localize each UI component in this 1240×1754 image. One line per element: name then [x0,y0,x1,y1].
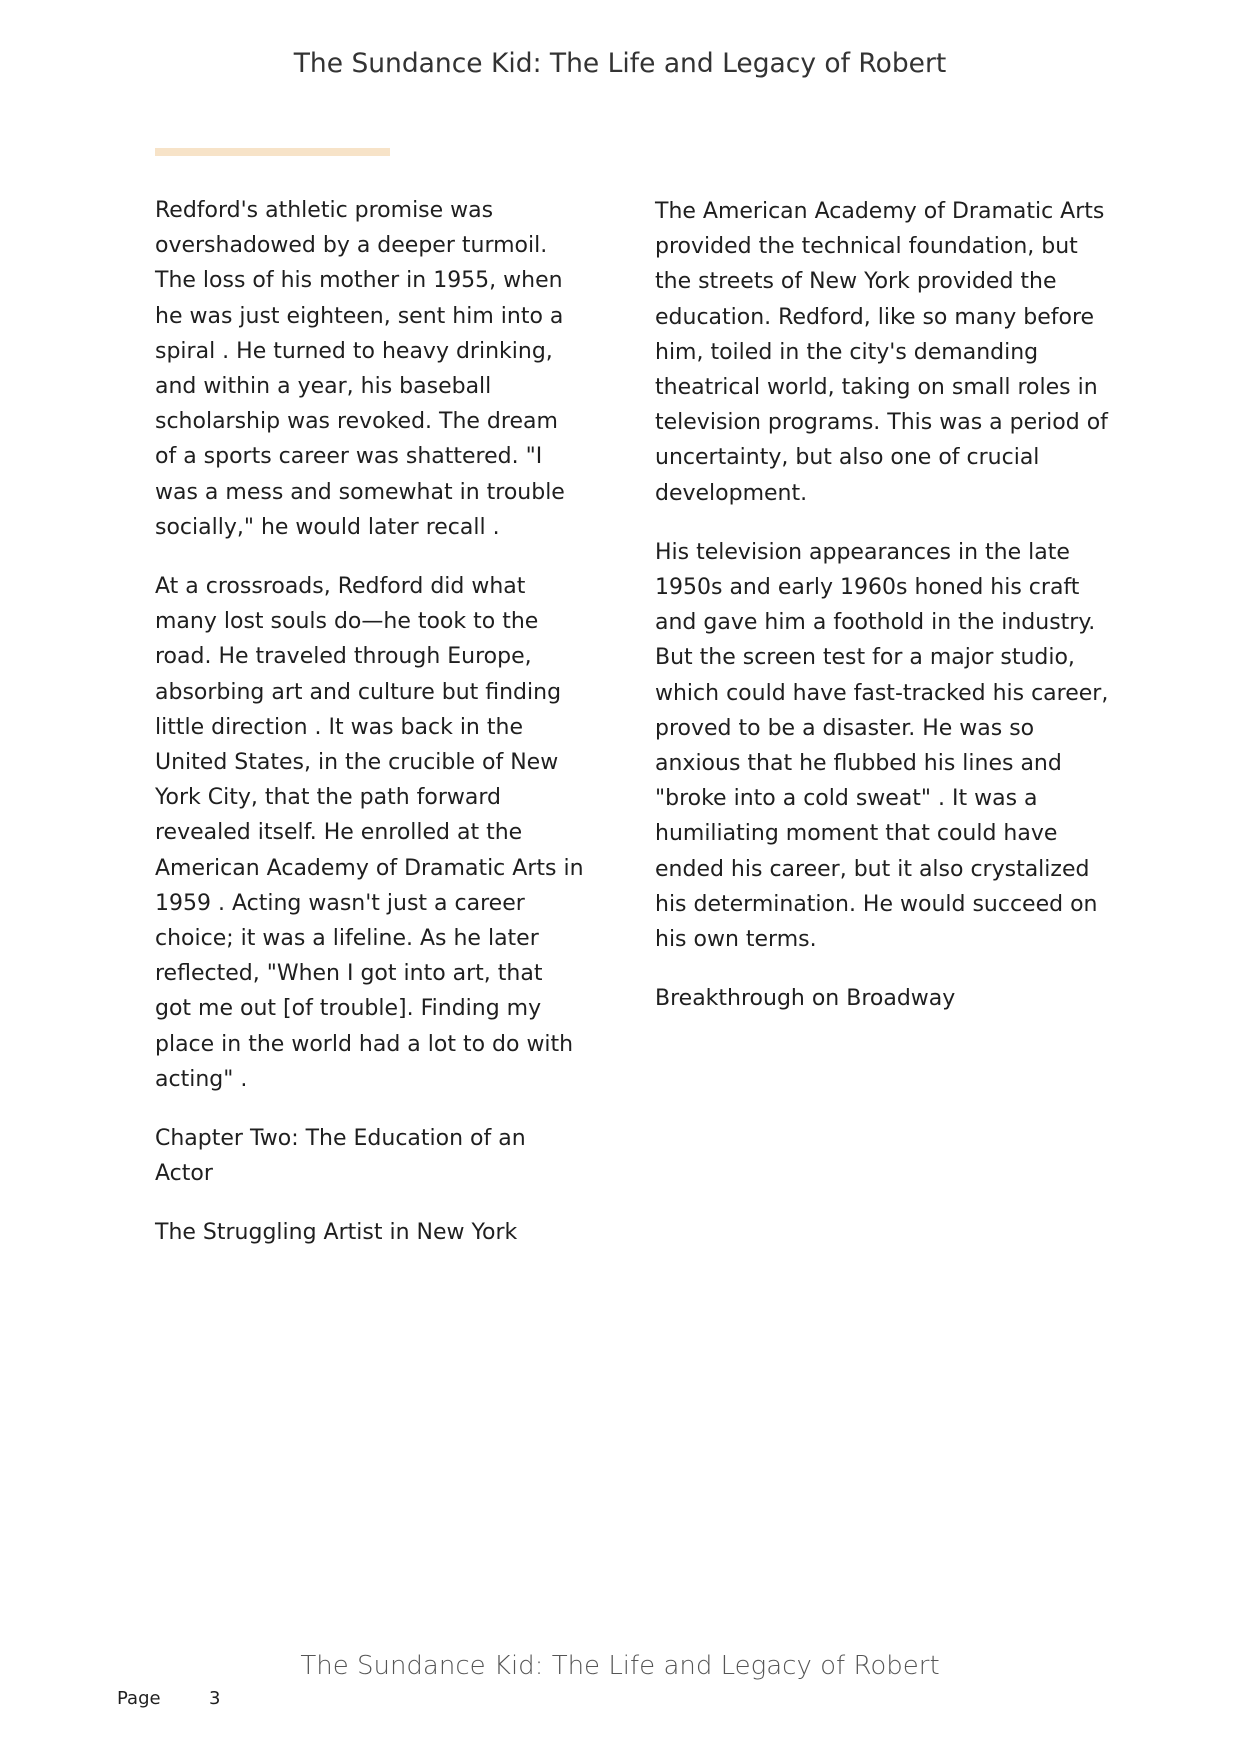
page-footer-title: The Sundance Kid: The Life and Legacy of Robert [300,1651,940,1681]
chapter-heading: Chapter Two: The Education of an Actor [155,1126,526,1187]
left-column [155,193,585,1275]
body-paragraph: His television appearances in the late 1950s and early 1960s honed his craft and gave him a foothold in the industry. But the screen test for a major studio, which could have fast-tracked his career, proved to be a disaster. He was so anxious that he flubbed his lines and "broke into a cold sweat" . It was a humiliating moment that could have ended his career, but it also crystalized his determination. He would succeed on his own terms. [655,539,1109,953]
body-paragraph: At a crossroads, Redford did what many lost souls do—he took to the road. He traveled through Europe, absorbing art and culture but finding little direction . It was back in the United States, in the crucible of New York City, that the path forward revealed itself. He enrolled at the American Academy of Dramatic Arts in 1959 . Acting wasn't just a career choice; it was a lifeline. As he later reflected, "When I got into art, that got me out [of trouble]. Finding my place in the world had a lot to do with acting" . [155,574,584,1092]
section-heading: Breakthrough on Broadway [655,986,956,1012]
page-number: 3 [209,1688,221,1709]
accent-divider [155,148,390,156]
body-paragraph: The American Academy of Dramatic Arts provided the technical foundation, but the streets of New York provided the education. Redford, like so many before him, toiled in the city's demanding theatrical world, taking on small roles in television programs. This was a period of uncertainty, but also one of crucial development. [655,199,1108,506]
body-paragraph: Redford's athletic promise was overshadowed by a deeper turmoil. The loss of his mother in 1955, when he was just eighteen, sent him into a spiral . He turned to heavy drinking, and within a year, his baseball scholarship was revoked. The dream of a sports career was shattered. "I was a mess and somewhat in trouble socially," he would later recall . [155,198,565,540]
section-heading: The Struggling Artist in New York [155,1220,518,1246]
page-header-title: The Sundance Kid: The Life and Legacy of Robert [293,48,947,79]
right-column [655,194,1110,1040]
page-label: Page [117,1688,161,1709]
